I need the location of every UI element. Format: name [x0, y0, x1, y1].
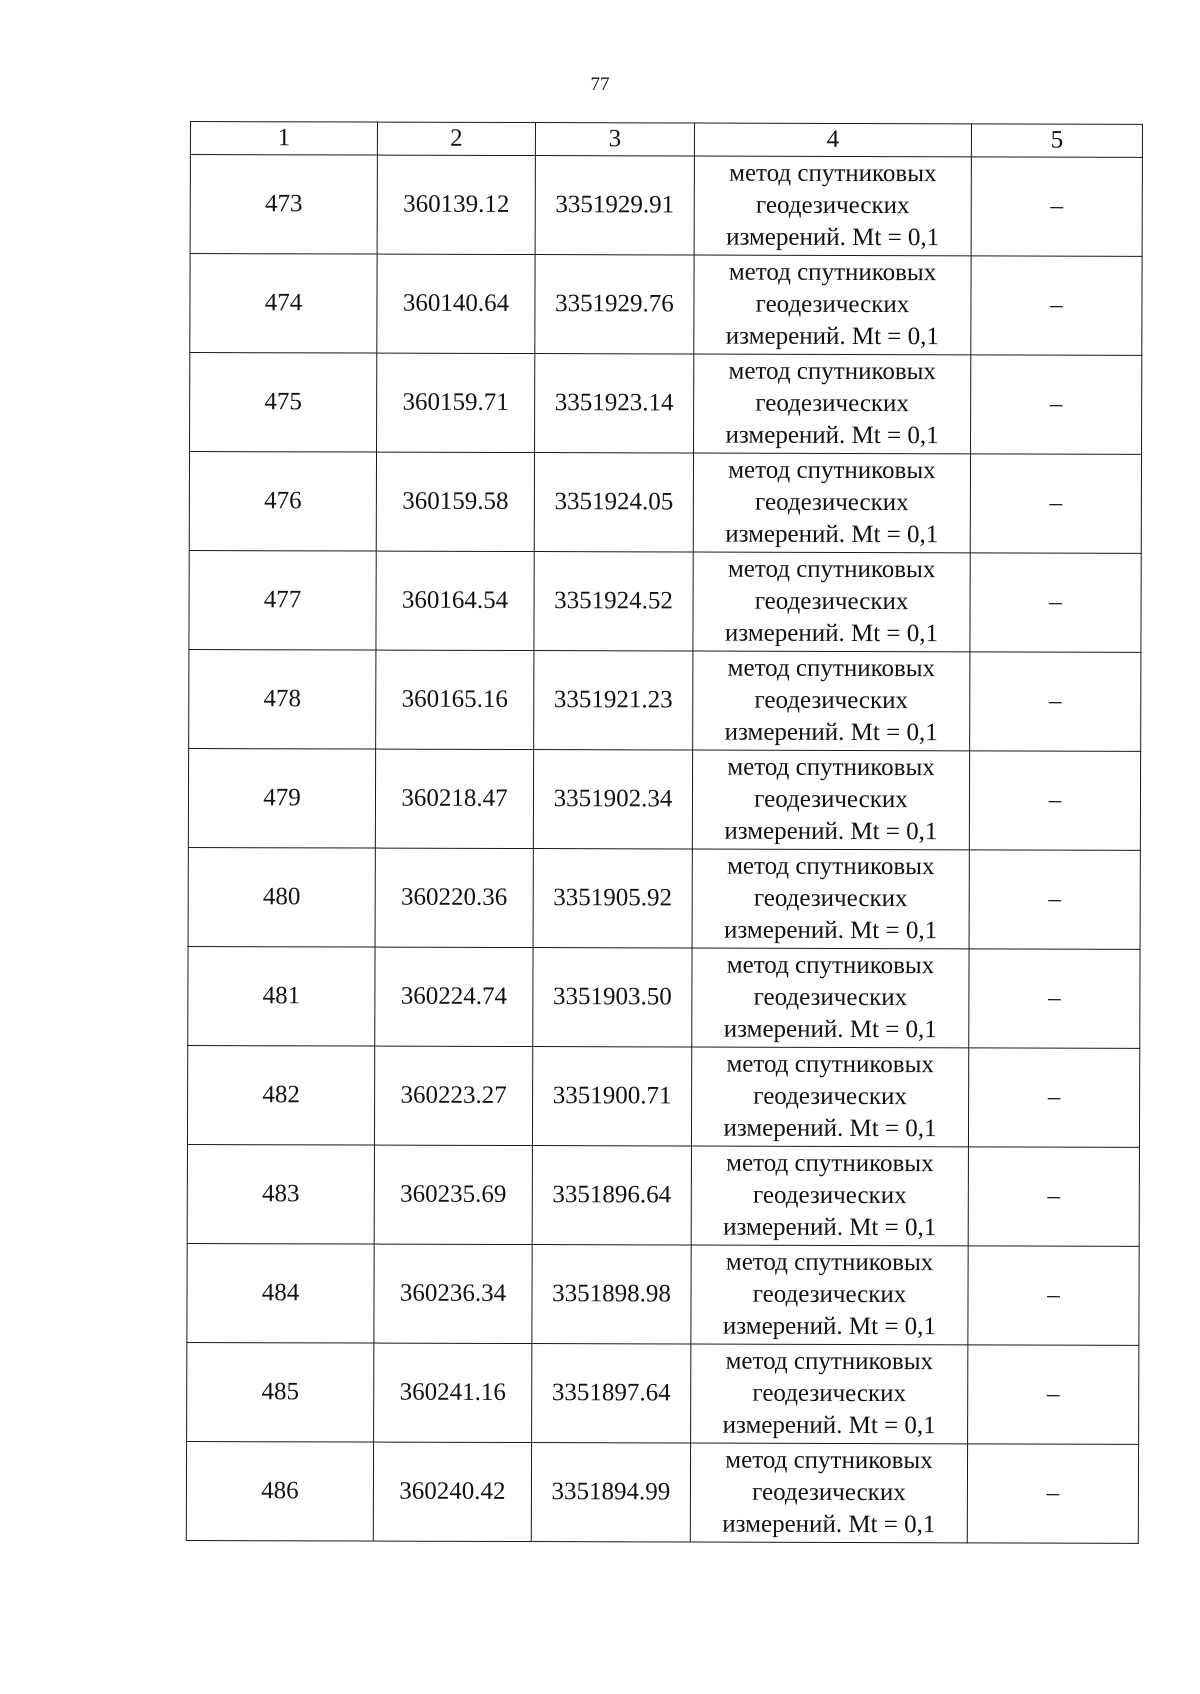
note-cell: – [969, 949, 1140, 1049]
x-coordinate-cell: 360223.27 [374, 1046, 532, 1145]
note-cell: – [968, 1246, 1139, 1346]
method-cell [694, 255, 971, 355]
method-text-line: метод спутниковых [727, 852, 935, 881]
table-row [189, 649, 1141, 751]
y-coordinate-cell: 3351903.50 [533, 948, 692, 1047]
point-number-cell: 480 [188, 847, 375, 947]
x-coordinate-cell: 360218.47 [375, 749, 533, 848]
method-text-line: измерений. Mt = 0,1 [725, 421, 939, 450]
method-text-line: метод спутниковых [725, 1347, 934, 1376]
page-number: 77 [590, 74, 610, 95]
method-text-line: метод спутниковых [727, 555, 936, 584]
method-text-line: геодезических [755, 488, 909, 517]
method-text-line: метод спутниковых [726, 1149, 934, 1178]
method-cell [693, 552, 970, 652]
header-cell-3: 3 [535, 123, 694, 156]
x-coordinate-cell: 360159.71 [377, 353, 535, 452]
method-cell [691, 1245, 968, 1345]
y-coordinate-cell: 3351921.23 [534, 651, 693, 750]
method-cell [692, 948, 969, 1048]
method-text-line: измерений. Mt = 0,1 [724, 619, 939, 648]
x-coordinate-cell: 360164.54 [376, 551, 534, 650]
point-number-cell: 474 [190, 254, 377, 354]
method-text-line: геодезических [755, 389, 910, 418]
method-cell [692, 750, 969, 850]
table-row [190, 254, 1142, 356]
y-coordinate-cell: 3351894.99 [531, 1443, 690, 1542]
method-cell [691, 1047, 968, 1147]
x-coordinate-cell: 360240.42 [373, 1442, 531, 1541]
method-text-line: метод спутниковых [729, 159, 937, 188]
note-cell: – [968, 1147, 1139, 1247]
x-coordinate-cell: 360220.36 [375, 848, 533, 947]
header-cell-4: 4 [694, 123, 971, 157]
point-number-cell: 477 [189, 550, 376, 650]
method-text-line: метод спутниковых [726, 951, 935, 980]
header-cell-2: 2 [377, 122, 535, 155]
method-text-line: метод спутниковых [726, 1050, 934, 1079]
method-text-line: измерений. Mt = 0,1 [725, 322, 939, 351]
method-text-line: метод спутниковых [728, 456, 936, 485]
x-coordinate-cell: 360165.16 [376, 650, 534, 749]
method-cell [693, 453, 970, 553]
method-text-line: геодезических [752, 1280, 907, 1309]
method-cell [691, 1344, 968, 1444]
method-text-line: геодезических [753, 884, 908, 913]
table-row [190, 155, 1142, 257]
method-cell [694, 354, 971, 454]
table-row [189, 452, 1141, 554]
y-coordinate-cell: 3351900.71 [532, 1047, 691, 1146]
table-row [188, 748, 1140, 850]
note-cell: – [968, 1048, 1139, 1148]
method-cell [691, 1146, 968, 1246]
note-cell: – [969, 850, 1140, 950]
y-coordinate-cell: 3351929.76 [535, 255, 694, 354]
method-text-line: геодезических [754, 785, 908, 814]
point-number-cell: 473 [190, 155, 377, 255]
method-cell [693, 651, 970, 751]
table-row [186, 1441, 1138, 1543]
x-coordinate-cell: 360235.69 [374, 1145, 532, 1244]
point-number-cell: 482 [187, 1045, 374, 1145]
method-text-line: геодезических [754, 686, 909, 715]
y-coordinate-cell: 3351896.64 [532, 1146, 691, 1245]
method-text-line: геодезических [753, 1082, 907, 1111]
method-text-line: измерений. Mt = 0,1 [724, 817, 938, 846]
method-text-line: измерений. Mt = 0,1 [723, 1015, 937, 1044]
table-row [188, 946, 1140, 1048]
method-text-line: измерений. Mt = 0,1 [722, 1312, 936, 1341]
method-cell [692, 849, 969, 949]
method-cell [694, 156, 971, 256]
note-cell: – [969, 751, 1140, 851]
point-number-cell: 475 [190, 353, 377, 453]
x-coordinate-cell: 360159.58 [376, 452, 534, 551]
method-text-line: геодезических [752, 1478, 906, 1507]
point-number-cell: 483 [187, 1144, 374, 1244]
y-coordinate-cell: 3351929.91 [535, 156, 694, 255]
header-cell-5: 5 [971, 124, 1142, 158]
point-number-cell: 486 [186, 1441, 373, 1541]
table-row [190, 353, 1142, 455]
method-cell [690, 1443, 967, 1543]
note-cell: – [967, 1444, 1138, 1544]
note-cell: – [971, 256, 1142, 356]
table-row [187, 1045, 1139, 1147]
method-text-line: метод спутниковых [727, 654, 936, 683]
table-row [187, 1342, 1139, 1444]
point-number-cell: 481 [188, 946, 375, 1046]
x-coordinate-cell: 360224.74 [375, 947, 533, 1046]
method-text-line: геодезических [753, 983, 908, 1012]
point-number-cell: 476 [189, 452, 376, 552]
note-cell: – [970, 454, 1141, 554]
header-cell-1: 1 [190, 122, 377, 156]
table-row [188, 847, 1140, 949]
method-text-line: геодезических [752, 1181, 907, 1210]
table-row [187, 1243, 1139, 1345]
x-coordinate-cell: 360236.34 [374, 1244, 532, 1343]
point-number-cell: 479 [188, 748, 375, 848]
method-text-line: измерений. Mt = 0,1 [723, 1213, 937, 1242]
method-text-line: геодезических [755, 290, 910, 319]
coordinates-table-wrapper [186, 121, 1142, 1544]
method-text-line: измерений. Mt = 0,1 [724, 916, 938, 945]
method-text-line: метод спутниковых [725, 1446, 933, 1475]
y-coordinate-cell: 3351905.92 [533, 849, 692, 948]
method-text-line: измерений. Mt = 0,1 [724, 718, 938, 747]
method-text-line: геодезических [755, 191, 910, 220]
method-text-line: метод спутниковых [727, 753, 935, 782]
table-row [189, 550, 1141, 652]
point-number-cell: 485 [187, 1342, 374, 1442]
method-text-line: измерений. Mt = 0,1 [726, 223, 940, 252]
method-text-line: геодезических [752, 1379, 907, 1408]
method-text-line: геодезических [754, 587, 909, 616]
point-number-cell: 478 [189, 649, 376, 749]
note-cell: – [970, 553, 1141, 653]
table-body [186, 122, 1142, 1544]
table-header-row [190, 122, 1142, 158]
y-coordinate-cell: 3351923.14 [535, 354, 694, 453]
x-coordinate-cell: 360139.12 [377, 155, 535, 254]
point-number-cell: 484 [187, 1243, 374, 1343]
method-text-line: измерений. Mt = 0,1 [722, 1510, 936, 1539]
note-cell: – [970, 652, 1141, 752]
note-cell: – [971, 355, 1142, 455]
y-coordinate-cell: 3351924.05 [534, 453, 693, 552]
note-cell: – [968, 1345, 1139, 1445]
method-text-line: метод спутниковых [725, 1248, 934, 1277]
coordinates-table [186, 121, 1143, 1544]
x-coordinate-cell: 360241.16 [374, 1343, 532, 1442]
y-coordinate-cell: 3351924.52 [534, 552, 693, 651]
method-text-line: метод спутниковых [728, 258, 937, 287]
table-row [187, 1144, 1139, 1246]
method-text-line: измерений. Mt = 0,1 [723, 1114, 937, 1143]
note-cell: – [971, 157, 1142, 257]
y-coordinate-cell: 3351898.98 [532, 1245, 691, 1344]
method-text-line: измерений. Mt = 0,1 [725, 520, 939, 549]
method-text-line: измерений. Mt = 0,1 [722, 1411, 936, 1440]
y-coordinate-cell: 3351902.34 [533, 750, 692, 849]
method-text-line: метод спутниковых [728, 357, 937, 386]
y-coordinate-cell: 3351897.64 [532, 1344, 691, 1443]
x-coordinate-cell: 360140.64 [377, 254, 535, 353]
